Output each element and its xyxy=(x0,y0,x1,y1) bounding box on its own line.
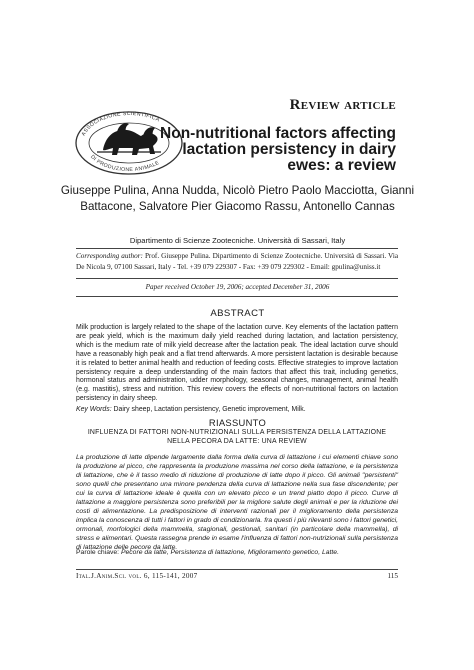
riassunto-heading: RIASSUNTO xyxy=(208,417,267,428)
divider-top xyxy=(76,248,398,249)
affiliation: Dipartimento di Scienze Zootecniche. Università di Sassari, Italy xyxy=(129,236,346,245)
received-dates: Paper received October 19, 2006; accepted December 31, 2006 xyxy=(145,283,330,291)
divider-bottom xyxy=(76,296,398,297)
journal-citation: Ital.J.Anim.Sci. vol. 6, 115-141, 2007 xyxy=(76,572,198,580)
footer-divider xyxy=(76,569,398,570)
keywords-values: Dairy sheep, Lactation persistency, Genetic improvement, Milk. xyxy=(113,406,306,413)
divider-middle xyxy=(76,278,398,279)
corresponding-text: Prof. Giuseppe Pulina. Dipartimento di Scienze Zootecniche. Università di Sassari. Via De Nicola 9, 07100 Sassari, Italy - Tel. +39 079 229307 - Fax: +39 079 229302 - Email: gpulina@uniss.it xyxy=(76,252,399,271)
article-title: Non-nutritional factors affecting lactation persistency in dairy ewes: a review xyxy=(160,125,396,174)
page-number: 115 xyxy=(387,572,398,580)
section-label: Review article xyxy=(289,97,396,113)
abstract-heading: ABSTRACT xyxy=(210,308,265,319)
abstract-text: Milk production is largely related to the shape of the lactation curve. Key elements of the lactation pattern are peak yield, which is the maximum daily yield reached during lactation, and lactation persistency, which is the medium rate of milk yield decrease after the lactation peak. The ideal lactation curve should have a reasonably high peak and a flat trend afterwards. A more persistent lactation is desirable because it is related to better animal health and reduction of feeding costs. Effective strategies to improve lactation persistency require a deep understanding of the main factors that affect this trait, including genetics, hormonal status and administration, udder morphology, seasonal changes, management, animal health (e.g. mastitis), stress and nutrition. This review covers the effects of non-nutritional factors on lactation persistency in dairy sheep. xyxy=(76,324,398,403)
parole-label: Parole chiave: xyxy=(76,549,120,556)
author-list: Giuseppe Pulina, Anna Nudda, Nicolò Pietro Paolo Macciotta, Gianni Battacone, Salvatore Pier Giacomo Rassu, Antonello Cannas xyxy=(60,184,415,213)
keywords-label: Key Words: xyxy=(76,406,112,413)
corresponding-author xyxy=(76,251,398,273)
riassunto-subtitle: INFLUENZA DI FATTORI NON-NUTRIZIONALI SULLA PERSISTENZA DELLA LATTAZIONE NELLA PECORA DA LATTE: UNA REVIEW xyxy=(87,429,387,445)
parole-values: Pecore da latte, Persistenza di lattazione, Miglioramento genetico, Latte. xyxy=(120,549,339,556)
corresponding-label: Corresponding author: xyxy=(76,252,143,260)
svg-text:DI PRODUZIONE ANIMALE: DI PRODUZIONE ANIMALE xyxy=(89,153,161,174)
parole-chiave xyxy=(76,549,398,556)
svg-text:ASSOCIAZIONE SCIENTIFICA: ASSOCIAZIONE SCIENTIFICA xyxy=(80,110,161,138)
riassunto-text: La produzione di latte dipende largamente dalla forma della curva di lattazione i cui elementi chiave sono la produzione al picco, che rappresenta la produzione massima nel corso della lattazione, e la persistenza di lattazione, che è il tasso medio di riduzione di produzione di latte dopo il picco. Gli animali "persistenti" sono quelli che presentano una minore pendenza della curva di lattazione nella sua fase discendente; per cui la curva di lattazione ideale è quella con un elevato picco e un trend piatto dopo il picco. Curve di lattazione a maggiore persistenza sono preferibili per la migliore salute degli animali e per la riduzione dei costi di alimentazione. La predisposizione di interventi razionali per il miglioramento della persistenza implica la conoscenza di tutti i fattori in grado di condizionarla. fra questi i più rilevanti sono i fattori genetici, ormonali, morfologici della mammella, stagionali, gestionali, sanitari (in particolare della mammella), di stress e alimentari. Questa rassegna prende in esame l'influenza di fattori non-nutrizionali sulla persistenza di lattazione delle pecore da latte. xyxy=(76,454,398,551)
keywords xyxy=(76,406,398,413)
